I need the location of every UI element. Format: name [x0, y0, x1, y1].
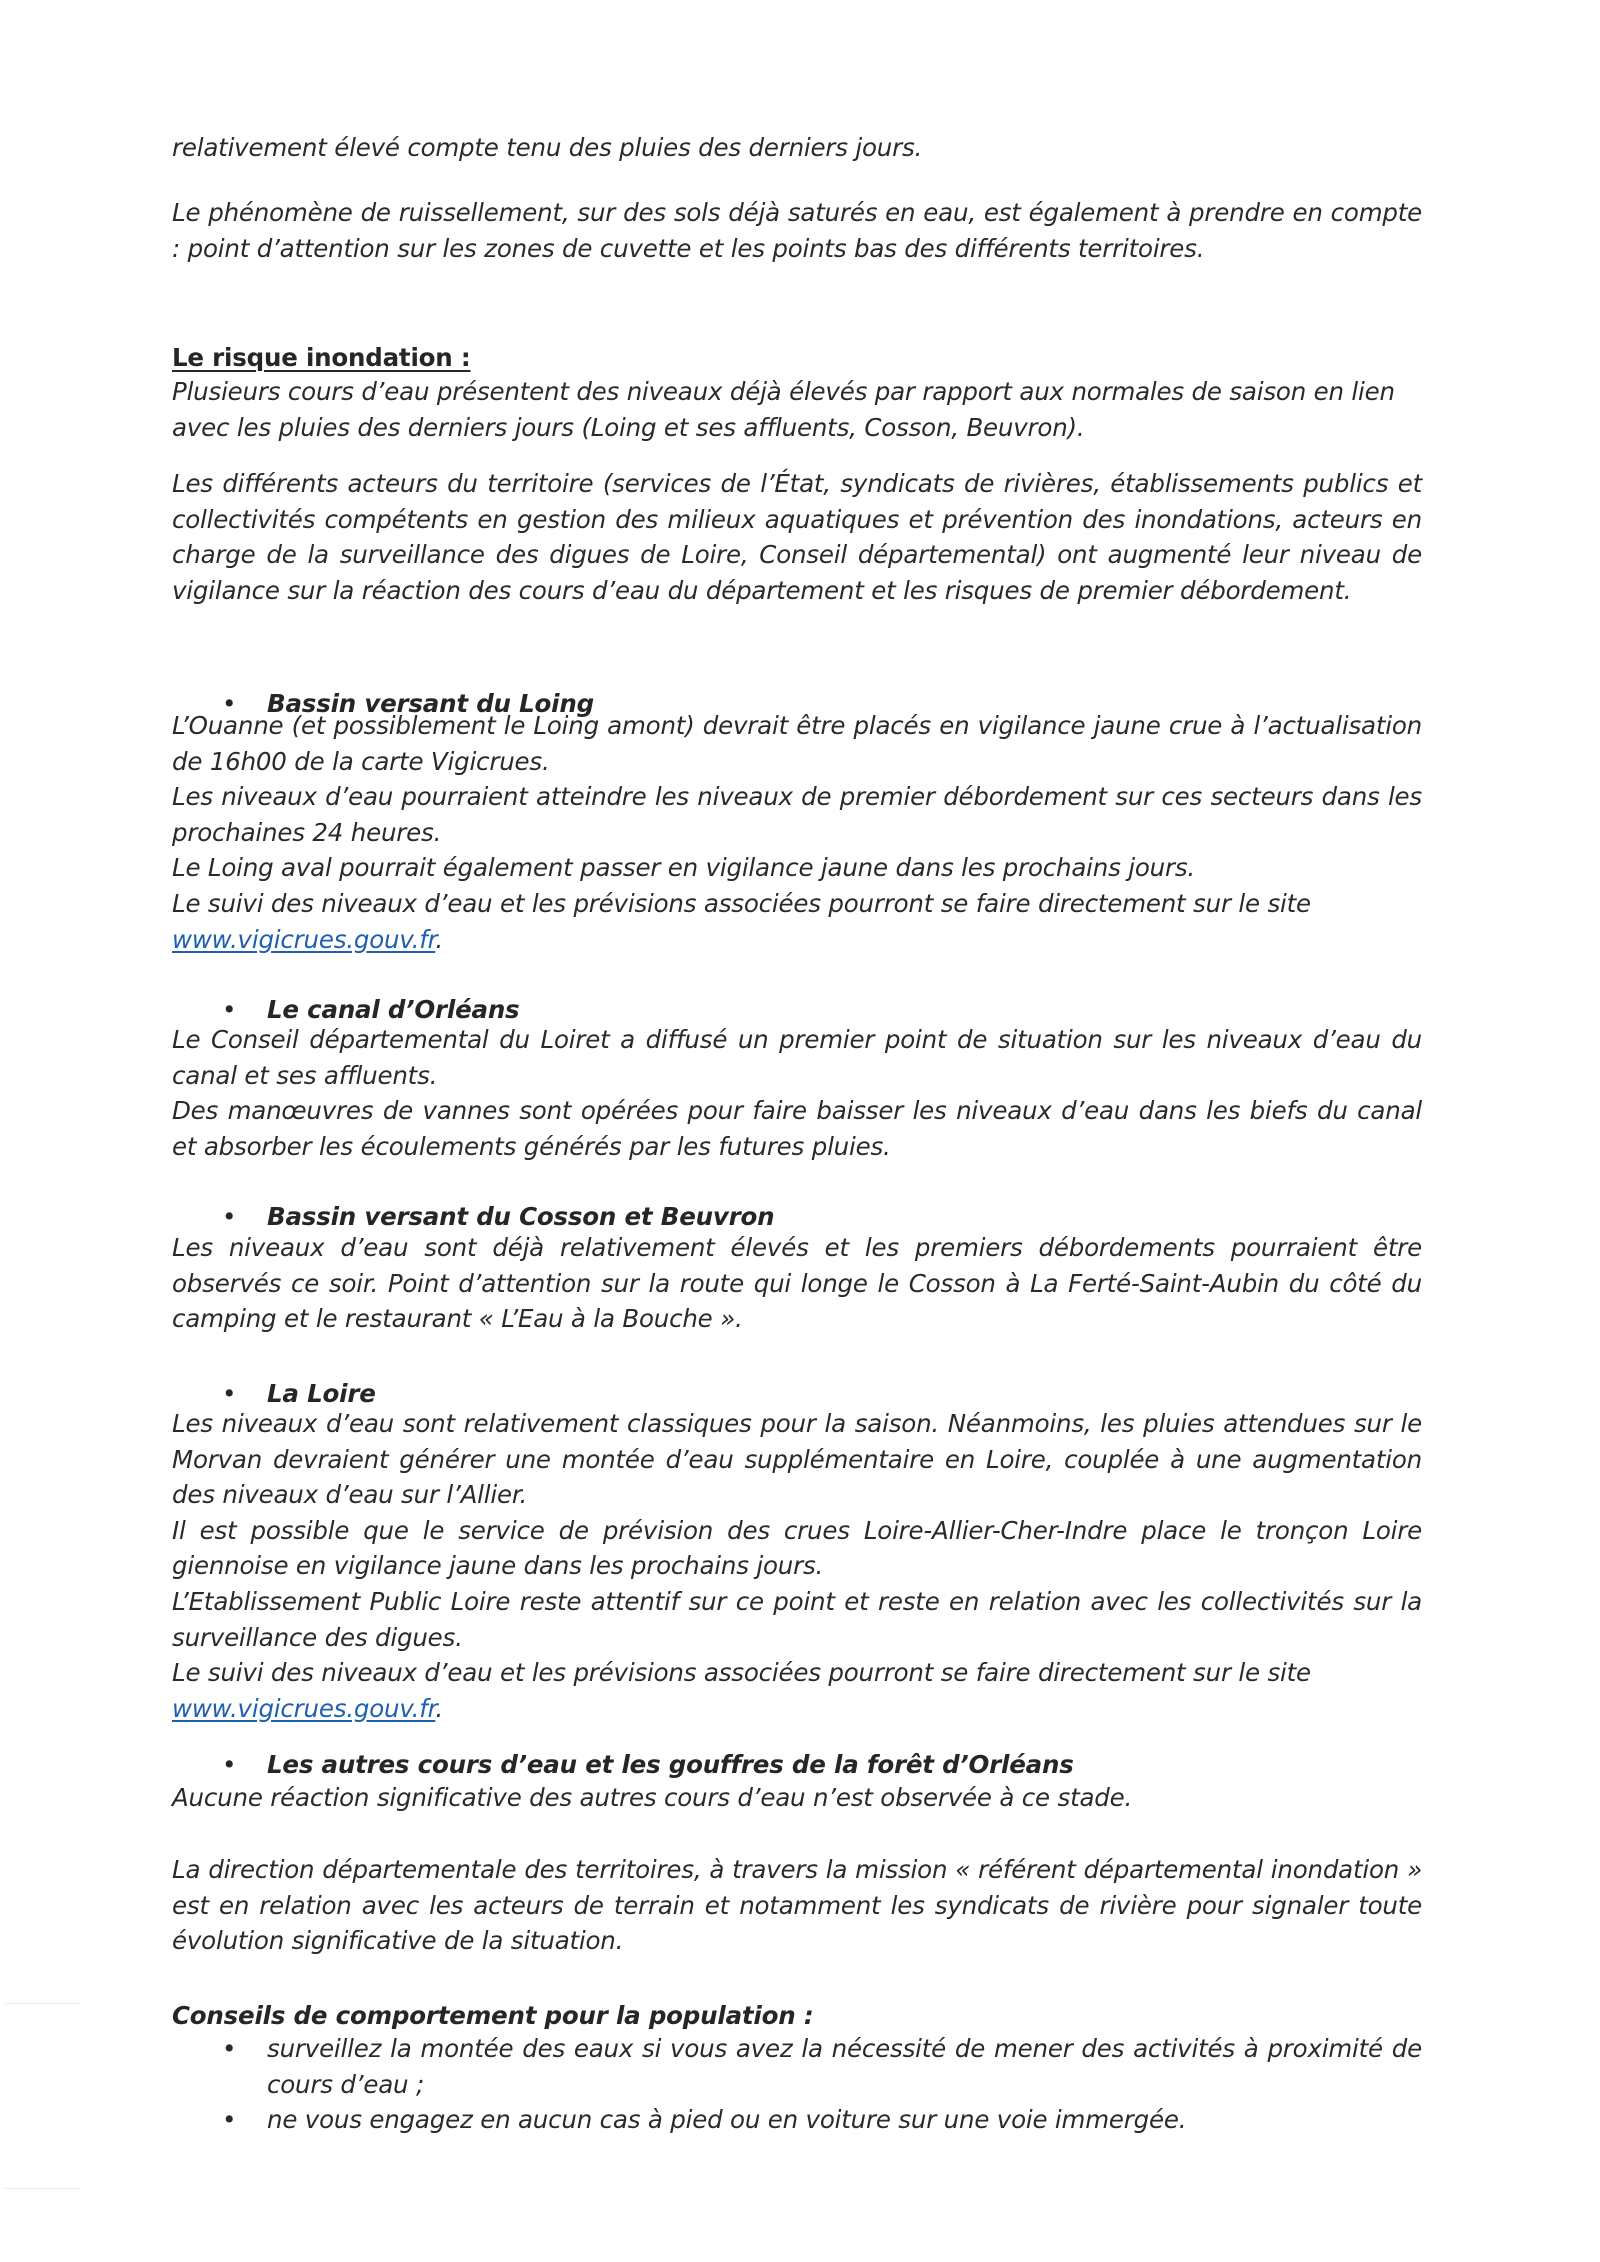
section-body-canal	[172, 1022, 1422, 1164]
section-line: Les niveaux d’eau pourraient atteindre les niveaux de premier débordement sur ces secteurs dans les prochaines 24 heures.	[172, 782, 1422, 847]
section-body-cosson	[172, 1230, 1422, 1337]
scan-artifact	[5, 2003, 80, 2004]
intro-line: relativement élevé compte tenu des pluies des derniers jours.	[172, 133, 923, 162]
advice-item-text: ne vous engagez en aucun cas à pied ou en voiture sur une voie immergée.	[267, 2105, 1187, 2135]
advice-heading-text: Conseils de comportement pour la population :	[172, 2001, 814, 2030]
section-line: Les niveaux d’eau sont déjà relativement élevés et les premiers débordements pourraient être observés ce soir. Point d’attention sur la route qui longe le Cosson à La Ferté-Saint-Aubin du côté du camping et le restaurant « L’Eau à la Bouche ».	[172, 1233, 1422, 1334]
bullet-icon: •	[222, 1379, 237, 1408]
runoff-paragraph: Le phénomène de ruissellement, sur des sols déjà saturés en eau, est également à prendre en compte : point d’attention sur les zones de cuvette et les points bas des différents territoires.	[172, 198, 1422, 263]
advice-item	[172, 2102, 1422, 2138]
advice-list-container	[172, 2031, 1422, 2138]
link-suffix: .	[435, 1693, 443, 1723]
bullet-icon: •	[222, 1750, 237, 1779]
bullet-icon: •	[222, 2105, 237, 2135]
section-line: Le Loing aval pourrait également passer en vigilance jaune dans les prochains jours.	[172, 853, 1195, 883]
section-heading-text: Bassin versant du Cosson et Beuvron	[267, 1202, 775, 1231]
flood-risk-heading-text: Le risque inondation :	[172, 343, 471, 372]
section-line: Le suivi des niveaux d’eau et les prévisions associées pourront se faire directement sur le site	[172, 888, 1311, 918]
advice-item-text: surveillez la montée des eaux si vous avez la nécessité de mener des activités à proximité de cours d’eau ;	[267, 2034, 1422, 2099]
section-line: L’Ouanne (et possiblement le Loing amont) devrait être placés en vigilance jaune crue à l’actualisation de 16h00 de la carte Vigicrues.	[172, 711, 1422, 776]
ddt-paragraph: La direction départementale des territoires, à travers la mission « référent départemental inondation » est en relation avec les acteurs de terrain et notamment les syndicats de rivière pour signaler toute évolution significative de la situation.	[172, 1855, 1422, 1956]
section-line: Des manœuvres de vannes sont opérées pour faire baisser les niveaux d’eau dans les biefs du canal et absorber les écoulements générés par les futures pluies.	[172, 1096, 1422, 1161]
section-heading-autres	[172, 1747, 1427, 1783]
section-body-loing	[172, 708, 1422, 957]
section-line: L’Etablissement Public Loire reste attentif sur ce point et reste en relation avec les collectivités sur la surveillance des digues.	[172, 1586, 1422, 1652]
bullet-icon: •	[222, 995, 237, 1024]
vigicrues-link-loire[interactable]: www.vigicrues.gouv.fr	[172, 1693, 436, 1723]
link-suffix: .	[435, 924, 443, 954]
section-heading-text: Bassin versant du Loing	[267, 689, 594, 718]
section-heading-text: Les autres cours d’eau et les gouffres de la forêt d’Orléans	[267, 1750, 1074, 1779]
bullet-icon: •	[222, 689, 237, 718]
section-line: Le suivi des niveaux d’eau et les prévisions associées pourront se faire directement sur le site	[172, 1658, 1311, 1688]
section-body-loire	[172, 1406, 1422, 1726]
section-line: Les niveaux d’eau sont relativement classiques pour la saison. Néanmoins, les pluies attendues sur le Morvan devraient générer une montée d’eau supplémentaire en Loire, couplée à une augmentation des niveaux d’eau sur l’Allier.	[172, 1409, 1422, 1510]
section-body-autres	[172, 1780, 1422, 1816]
section-heading-text: La Loire	[267, 1379, 376, 1408]
vigicrues-link-loing[interactable]: www.vigicrues.gouv.fr	[172, 924, 436, 954]
flood-risk-actors: Les différents acteurs du territoire (services de l’État, syndicats de rivières, établissements publics et collectivités compétents en gestion des milieux aquatiques et prévention des inondations, acteurs en charge de la surveillance des digues de Loire, Conseil départemental) ont augmenté leur niveau de vigilance sur la réaction des cours d’eau du département et les risques de premier débordement.	[172, 469, 1422, 605]
advice-heading	[172, 1998, 1422, 2034]
bullet-icon: •	[222, 1202, 237, 1231]
scan-artifact	[5, 2188, 80, 2189]
flood-risk-intro: Plusieurs cours d’eau présentent des niveaux déjà élevés par rapport aux normales de saison en lien avec les pluies des derniers jours (Loing et ses affluents, Cosson, Beuvron).	[172, 377, 1395, 442]
section-heading-text: Le canal d’Orléans	[267, 995, 520, 1024]
section-line: Il est possible que le service de prévision des crues Loire-Allier-Cher-Indre place le tronçon Loire giennoise en vigilance jaune dans les prochains jours.	[172, 1515, 1422, 1581]
flood-risk-heading	[172, 340, 1422, 376]
section-line: Aucune réaction significative des autres cours d’eau n’est observée à ce stade.	[172, 1783, 1133, 1812]
bullet-icon: •	[222, 2034, 237, 2063]
advice-list	[172, 2031, 1422, 2138]
section-line: Le Conseil départemental du Loiret a diffusé un premier point de situation sur les niveaux d’eau du canal et ses affluents.	[172, 1025, 1422, 1090]
advice-item	[172, 2031, 1422, 2102]
